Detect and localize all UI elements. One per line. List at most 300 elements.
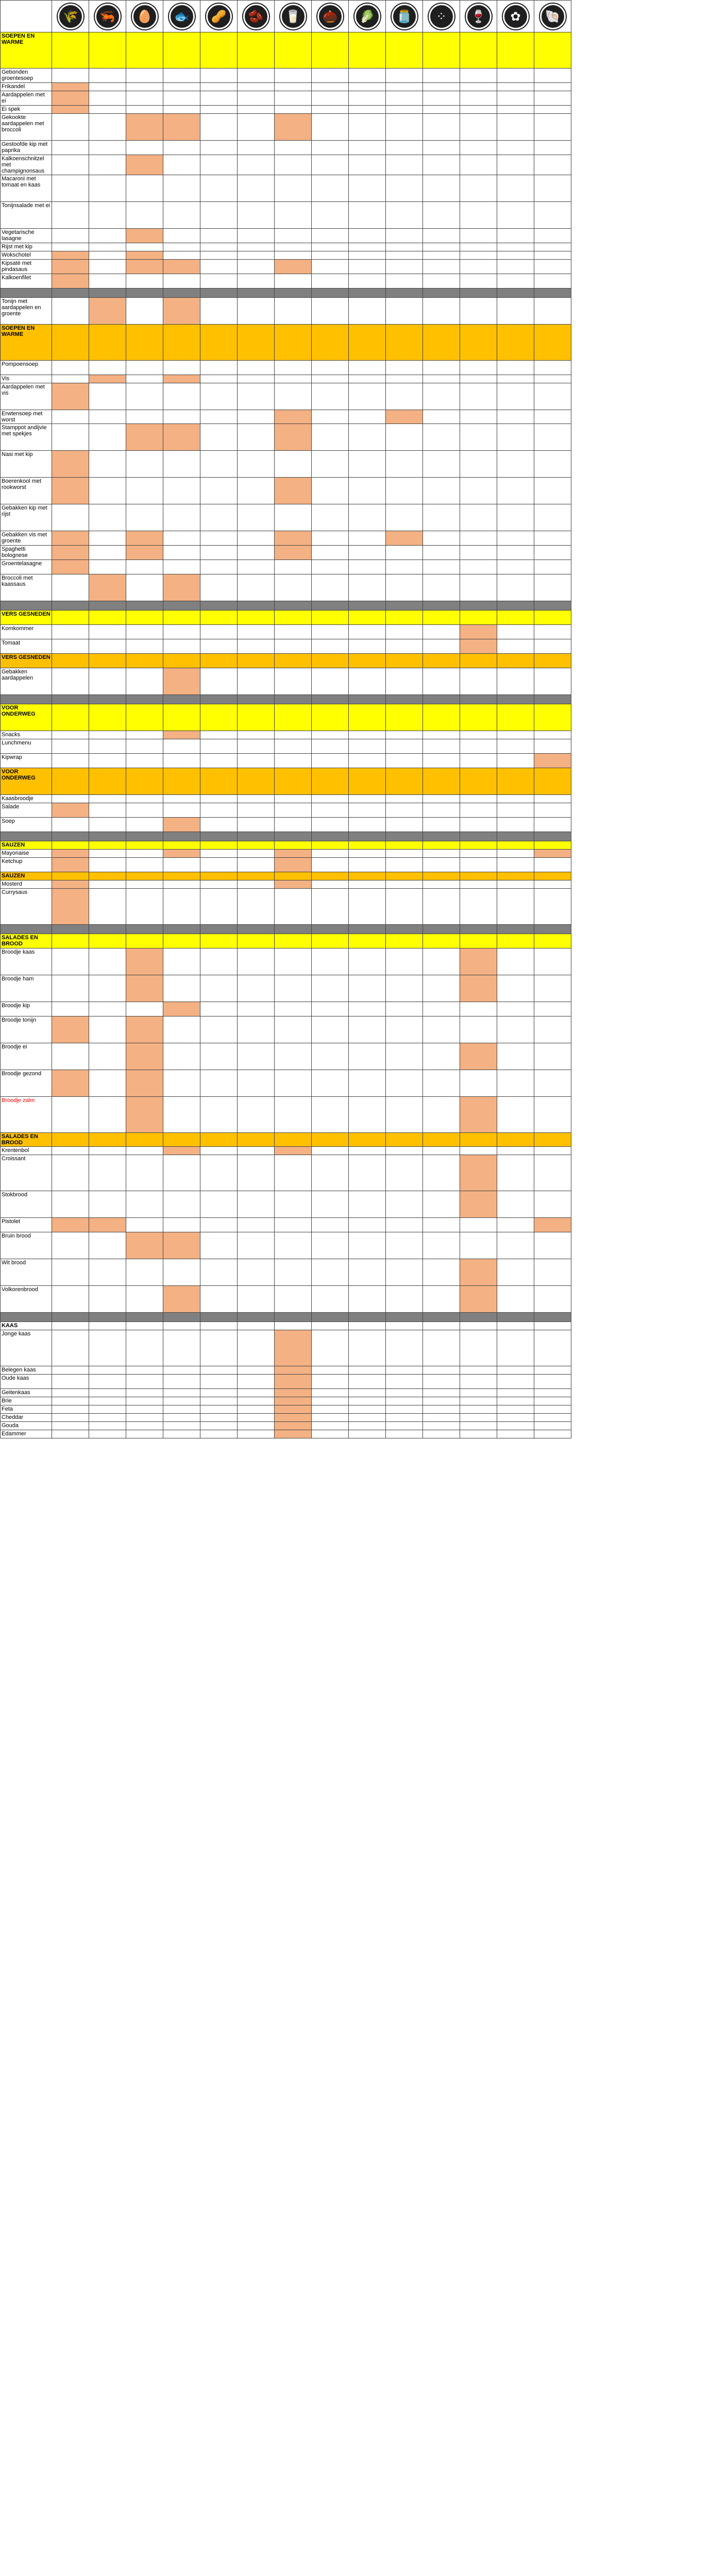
allergen-present-cell [275,114,312,141]
allergen-cell [497,91,534,106]
peanut-icon: 🥜 [206,4,232,29]
allergen-cell [497,1232,534,1259]
allergen-cell [89,975,126,1002]
allergen-cell [126,858,163,872]
allergen-cell [163,1016,200,1043]
allergen-cell [312,114,349,141]
section-fill-cell [534,841,571,850]
dish-row [1,1375,571,1389]
allergen-present-cell [52,803,89,818]
lupin-icon: ✿ [503,4,529,29]
section-fill-cell [534,654,571,668]
section-fill-cell [534,325,571,361]
separator-cell [349,832,386,841]
allergen-cell [460,850,497,858]
section-fill-cell [275,768,312,795]
allergen-cell [238,91,275,106]
allergen-cell [238,229,275,243]
allergen-cell [386,1366,423,1375]
allergen-cell [349,451,386,478]
allergen-cell [460,803,497,818]
section-fill-cell [52,841,89,850]
allergen-cell [163,975,200,1002]
allergen-cell [423,141,460,155]
allergen-cell [312,880,349,889]
section-fill-cell [52,32,89,69]
allergen-cell [52,1155,89,1191]
allergen-cell [163,1155,200,1191]
allergen-cell [312,361,349,375]
allergen-cell [163,383,200,410]
dish-row [1,1147,571,1155]
allergen-present-cell [386,410,423,424]
allergen-cell [312,1043,349,1070]
allergen-cell [163,361,200,375]
allergen-cell [52,229,89,243]
separator-cell [534,925,571,934]
allergen-cell [497,574,534,601]
section-fill-cell [386,1322,423,1330]
allergen-cell [89,251,126,260]
allergen-present-cell [163,424,200,451]
allergen-cell [275,361,312,375]
separator-cell [534,601,571,611]
section-fill-cell [52,1322,89,1330]
section-fill-cell [275,611,312,625]
allergen-cell [200,383,238,410]
allergen-present-cell [52,560,89,574]
section-fill-cell [89,1322,126,1330]
allergen-cell [126,451,163,478]
allergen-cell [534,858,571,872]
allergen-cell [386,1191,423,1218]
dish-name: Feta [1,1405,52,1414]
allergen-cell [312,1422,349,1430]
allergen-cell [89,850,126,858]
allergen-cell [460,383,497,410]
allergen-cell [89,1414,126,1422]
allergen-cell [200,1232,238,1259]
allergen-cell [238,1097,275,1133]
allergen-cell [238,531,275,546]
allergen-cell [52,1389,89,1397]
section-fill-cell [312,768,349,795]
dish-name: Komkommer [1,625,52,639]
dish-name: Belegen kaas [1,1366,52,1375]
allergen-cell [89,1366,126,1375]
separator-cell [200,925,238,934]
allergen-cell [89,1232,126,1259]
dish-name: Mosterd [1,880,52,889]
allergen-cell [200,175,238,202]
allergen-cell [238,361,275,375]
section-fill-cell [423,611,460,625]
allergen-cell [497,451,534,478]
allergen-cell [534,141,571,155]
allergen-cell [423,69,460,83]
allergen-cell [126,1191,163,1218]
allergen-cell [163,1389,200,1397]
allergen-cell [423,251,460,260]
allergen-cell [349,1002,386,1016]
dish-name: Nasi met kip [1,451,52,478]
separator-cell [52,832,89,841]
allergen-cell [89,1043,126,1070]
allergen-cell [89,141,126,155]
separator-cell [534,695,571,704]
allergen-cell [52,574,89,601]
allergen-cell [349,114,386,141]
section-fill-cell [200,704,238,731]
separator-cell [386,601,423,611]
allergen-cell [349,260,386,274]
milk-icon: 🥛 [280,4,306,29]
section-fill-cell [423,768,460,795]
dish-row [1,375,571,383]
allergen-cell [497,69,534,83]
allergen-cell [423,383,460,410]
allergen-cell [275,1218,312,1232]
dish-name: Ketchup [1,858,52,872]
allergen-cell [386,451,423,478]
section-fill-cell [460,704,497,731]
allergen-cell [312,504,349,531]
allergen-cell [238,69,275,83]
dish-row [1,889,571,925]
section-fill-cell [423,32,460,69]
allergen-cell [423,1375,460,1389]
allergen-cell [238,1043,275,1070]
allergen-cell [460,880,497,889]
allergen-cell [534,251,571,260]
allergen-cell [163,155,200,175]
allergen-cell [460,1414,497,1422]
allergen-cell [349,243,386,251]
allergen-cell [275,754,312,768]
dish-name: Broccoli met kaassaus [1,574,52,601]
allergen-cell [200,531,238,546]
dish-row [1,1155,571,1191]
dish-row [1,69,571,83]
section-fill-cell [126,1133,163,1147]
allergen-cell [460,229,497,243]
separator-cell [423,1313,460,1322]
allergen-present-cell [52,451,89,478]
allergen-cell [200,795,238,803]
allergen-present-cell [534,850,571,858]
allergen-cell [497,251,534,260]
section-header-row [1,32,571,69]
separator-cell [275,601,312,611]
allergen-cell [349,155,386,175]
dish-name: Broodje ei [1,1043,52,1070]
allergen-cell [200,1016,238,1043]
allergen-present-cell [163,298,200,325]
allergen-cell [126,383,163,410]
allergen-cell [312,260,349,274]
allergen-cell [126,739,163,754]
dish-name: Gouda [1,1422,52,1430]
allergen-cell [89,625,126,639]
dish-name: Spaghetti bolognese [1,546,52,560]
allergen-cell [534,478,571,504]
allergen-cell [534,155,571,175]
section-fill-cell [386,654,423,668]
allergen-cell [163,546,200,560]
section-fill-cell [312,872,349,880]
allergen-cell [386,1259,423,1286]
allergen-cell [200,1155,238,1191]
separator-cell [238,695,275,704]
allergen-cell [349,948,386,975]
allergen-cell [163,83,200,91]
mollusc-icon: 🐚 [540,4,566,29]
allergen-cell [497,975,534,1002]
dish-name: Croissant [1,1155,52,1191]
section-header-row [1,841,571,850]
allergen-cell [52,818,89,832]
allergen-cell [89,731,126,739]
dish-name: Stokbrood [1,1191,52,1218]
celery-icon: 🥬 [354,4,380,29]
allergen-cell [275,383,312,410]
allergen-cell [89,668,126,695]
section-header-row [1,872,571,880]
allergen-cell [238,1191,275,1218]
separator-row [1,925,571,934]
separator-cell [275,925,312,934]
allergen-cell [423,424,460,451]
allergen-cell [163,229,200,243]
dish-name: Kipwrap [1,754,52,768]
allergen-cell [386,114,423,141]
allergen-cell [238,975,275,1002]
dish-name: Kalkoenfilet [1,274,52,289]
allergen-cell [534,202,571,229]
allergen-cell [275,739,312,754]
separator-cell [200,1313,238,1322]
section-header-row [1,654,571,668]
separator-cell [163,601,200,611]
allergen-cell [497,1397,534,1405]
dish-name: Wit brood [1,1259,52,1286]
allergen-cell [52,1147,89,1155]
allergen-cell [423,260,460,274]
allergen-cell [126,1389,163,1397]
allergen-cell [312,424,349,451]
section-fill-cell [126,325,163,361]
section-fill-cell [275,1133,312,1147]
allergen-cell [534,531,571,546]
allergen-cell [386,91,423,106]
allergen-present-cell [126,260,163,274]
allergen-cell [200,155,238,175]
allergen-cell [89,639,126,654]
allergen-present-cell [460,625,497,639]
allergen-cell [534,114,571,141]
section-fill-cell [423,654,460,668]
allergen-cell [275,1286,312,1313]
allergen-cell [238,1147,275,1155]
allergen-cell [534,795,571,803]
dish-name: Salade [1,803,52,818]
allergen-cell [349,1232,386,1259]
separator-cell [312,1313,349,1322]
allergen-present-cell [52,383,89,410]
allergen-cell [126,375,163,383]
separator-cell [534,289,571,298]
section-fill-cell [163,32,200,69]
allergen-cell [89,410,126,424]
allergen-cell [460,858,497,872]
dish-name: Snacks [1,731,52,739]
allergen-present-cell [163,850,200,858]
allergen-cell [89,106,126,114]
allergen-cell [423,1397,460,1405]
allergen-present-cell [275,1397,312,1405]
section-fill-cell [200,872,238,880]
allergen-cell [200,478,238,504]
allergen-cell [52,1430,89,1438]
section-fill-cell [275,872,312,880]
separator-row [1,695,571,704]
dish-name: Boerenkool met rookworst [1,478,52,504]
separator-cell [126,1313,163,1322]
section-fill-cell [126,841,163,850]
allergen-cell [238,424,275,451]
section-fill-cell [200,1133,238,1147]
allergen-cell [275,91,312,106]
allergen-present-cell [460,1191,497,1218]
allergen-cell [349,175,386,202]
section-fill-cell [238,1133,275,1147]
separator-cell [1,695,52,704]
allergen-cell [200,574,238,601]
dish-name: Kaasbroodje [1,795,52,803]
section-fill-cell [52,654,89,668]
allergen-cell [275,795,312,803]
allergen-cell [52,754,89,768]
allergen-cell [534,260,571,274]
allergen-cell [275,1043,312,1070]
section-fill-cell [238,1322,275,1330]
dish-name: Pistolet [1,1218,52,1232]
allergen-cell [52,155,89,175]
allergen-cell [534,639,571,654]
allergen-cell [386,375,423,383]
dish-row [1,1259,571,1286]
allergen-cell [386,1375,423,1389]
section-fill-cell [126,934,163,948]
section-fill-cell [349,611,386,625]
allergen-cell [238,1397,275,1405]
allergen-cell [52,69,89,83]
allergen-cell [423,83,460,91]
allergen-cell [275,574,312,601]
dish-row [1,1405,571,1414]
allergen-cell [497,1414,534,1422]
allergen-cell [423,1366,460,1375]
allergen-cell [163,880,200,889]
allergen-present-cell [275,1414,312,1422]
allergen-present-cell [126,1097,163,1133]
allergen-cell [460,1218,497,1232]
allergen-cell [275,251,312,260]
allergen-cell [386,880,423,889]
dish-name: Oude kaas [1,1375,52,1389]
crustaceans-icon: 🦐 [95,4,121,29]
dish-name: Macaroni met tomaat en kaas [1,175,52,202]
allergen-cell [497,858,534,872]
separator-cell [460,695,497,704]
dish-row [1,141,571,155]
allergen-present-cell [163,375,200,383]
section-title: SOEPEN EN WARME [1,325,52,361]
allergen-cell [497,243,534,251]
section-header-row [1,768,571,795]
allergen-cell [497,1259,534,1286]
allergen-cell [349,274,386,289]
section-fill-cell [89,32,126,69]
dish-row [1,1070,571,1097]
allergen-cell [312,1286,349,1313]
allergen-cell [163,739,200,754]
allergen-cell [497,424,534,451]
allergen-cell [460,1070,497,1097]
section-title: SOEPEN EN WARME [1,32,52,69]
allergen-cell [200,948,238,975]
allergen-cell [312,410,349,424]
section-fill-cell [200,325,238,361]
dish-row [1,1218,571,1232]
allergen-cell [349,1043,386,1070]
dish-row [1,948,571,975]
allergen-cell [89,243,126,251]
separator-cell [386,695,423,704]
allergen-cell [238,383,275,410]
dish-name: Kipsaté met pindasaus [1,260,52,274]
allergen-cell [386,850,423,858]
section-fill-cell [89,934,126,948]
dish-row [1,1002,571,1016]
allergen-present-cell [163,731,200,739]
allergen-cell [534,803,571,818]
allergen-present-cell [275,531,312,546]
separator-cell [423,832,460,841]
allergen-cell [238,754,275,768]
section-fill-cell [460,1133,497,1147]
allergen-cell [52,1397,89,1405]
allergen-present-cell [460,1155,497,1191]
dish-row [1,410,571,424]
dish-name: Edammer [1,1430,52,1438]
allergen-cell [312,251,349,260]
allergen-cell [534,1330,571,1366]
section-fill-cell [89,704,126,731]
dish-row [1,731,571,739]
allergen-present-cell [275,478,312,504]
allergen-cell [423,1218,460,1232]
allergen-cell [497,274,534,289]
allergen-cell [423,625,460,639]
allergen-cell [238,1016,275,1043]
allergen-cell [423,754,460,768]
section-fill-cell [386,1133,423,1147]
section-fill-cell [163,325,200,361]
allergen-present-cell [52,260,89,274]
separator-cell [497,832,534,841]
allergen-cell [349,795,386,803]
